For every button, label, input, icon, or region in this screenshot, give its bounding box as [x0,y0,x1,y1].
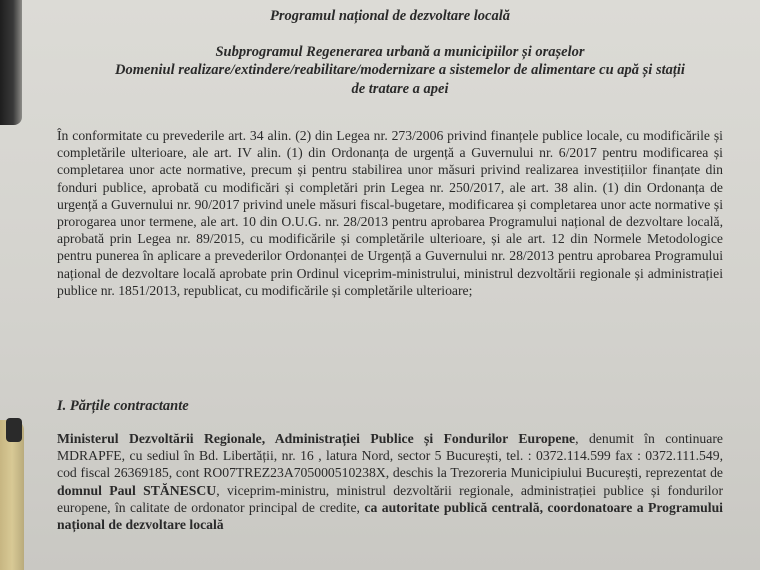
party-text-2: , viceprim-ministru, ministrul dezvoltării regionale, administrației publice și fondurilor europene, în calitate de ordonator principal de credite, [57,482,724,515]
subtitle-domain: Domeniul realizare/extindere/reabilitare/modernizare a sistemelor de alimentare cu apă și stații [115,62,685,78]
party-representative: domnul Paul STĂNESCU [57,482,217,498]
party-name: Ministerul Dezvoltării Regionale, Administrației Publice și Fondurilor Europene [57,431,576,446]
party-text-1: , denumit în continuare MDRAPFE, cu sediul în Bd. Libertății, nr. 16 , latura Nord, sector 5 București, tel. : 0372.114.599 fax : 0372.111.549, cod fiscal 26369185, cont RO07TREZ23A705000510238X, deschis la Trezoreria Municipiului București, reprezentat de [57,431,723,481]
binder-ring [6,418,22,442]
intro-paragraph: În conformitate cu prevederile art. 34 alin. (2) din Legea nr. 273/2006 privind finanțele publice locale, cu modificările și completările ulterioare, ale art. IV alin. (1) din Ordonanța de urgență a Guvernului nr. 6/2017 pentru modificarea și completarea unor acte normative, precum și pentru stabilirea unor măsuri privind realizarea investițiilor finanțate din fonduri publice, aprobată cu modificări și completări prin Legea nr. 250/2017, ale art. 38 alin. (1) din Ordonanța de urgență a Guvernului nr. 90/2017 privind unele măsuri fiscal-bugetare, modificarea și completarea unor acte normative și prorogarea unor termene, ale art. 10 din O.U.G. nr. 28/2013 pentru aprobarea Programului național de dezvoltare locală, aprobată prin Legea nr. 89/2015, cu modificările și completările ulterioare, și ale art. 12 din Normele Metodologice pentru punerea în aplicare a prevederilor Ordonanței de Urgență a Guvernului nr. 28/2013 pentru aprobarea Programului național de dezvoltare locală aprobate prin Ordinul viceprim-ministrului, ministrul dezvoltării regionale și administrației publice nr. 1851/2013, republicat, cu modificările și completările ulterioare; [57,128,723,298]
subtitle-domain-cont: de tratare a apei [351,81,449,97]
section-heading: I. Părțile contractante [57,398,189,414]
party-paragraph [57,430,723,533]
binder-clip-bottom [0,420,24,570]
subtitle-subprogram: Subprogramul Regenerarea urbană a municipiilor și orașelor [215,44,585,60]
document-title: Programul național de dezvoltare locală [269,8,511,24]
party-role: ca autoritate publică centrală, coordonatoare a Programului național de dezvoltare locală [57,499,723,533]
